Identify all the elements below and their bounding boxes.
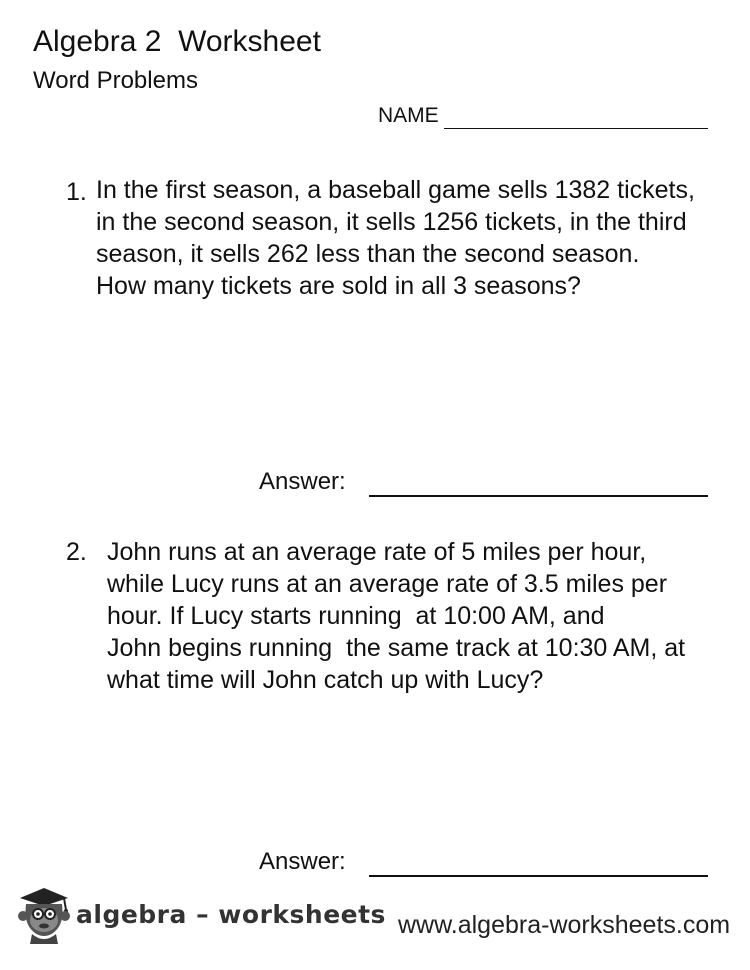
name-label: NAME bbox=[378, 104, 439, 127]
question-line: John begins running the same track at 10:30 AM, at bbox=[107, 634, 686, 662]
brand-logo-text: algebra – worksheets bbox=[76, 900, 386, 929]
answer-1-label: Answer: bbox=[259, 468, 346, 495]
question-line: while Lucy runs at an average rate of 3.5 miles per bbox=[107, 570, 668, 598]
question-line: what time will John catch up with Lucy? bbox=[107, 666, 544, 694]
worksheet-subtitle: Word Problems bbox=[33, 67, 198, 94]
worksheet-title: Algebra 2 Worksheet bbox=[33, 25, 321, 58]
graduation-cap-mascot-icon bbox=[14, 884, 76, 944]
question-line: in the second season, it sells 1256 tickets, in the third bbox=[96, 208, 687, 236]
name-field-line[interactable] bbox=[444, 128, 708, 129]
question-line: John runs at an average rate of 5 miles per hour, bbox=[107, 538, 647, 566]
question-1-number: 1. bbox=[66, 178, 87, 206]
question-line: season, it sells 262 less than the second season. bbox=[96, 240, 640, 268]
answer-2-label: Answer: bbox=[259, 848, 346, 875]
question-2-number: 2. bbox=[66, 538, 87, 566]
question-line: How many tickets are sold in all 3 seasons? bbox=[96, 272, 581, 300]
question-1-text bbox=[96, 174, 695, 302]
question-line: In the first season, a baseball game sells 1382 tickets, bbox=[96, 176, 695, 204]
answer-1-line[interactable] bbox=[369, 495, 708, 497]
website-url[interactable]: www.algebra-worksheets.com bbox=[398, 911, 731, 939]
question-2-text bbox=[107, 536, 685, 696]
question-line: hour. If Lucy starts running at 10:00 AM, and bbox=[107, 602, 605, 630]
answer-2-line[interactable] bbox=[369, 875, 708, 877]
